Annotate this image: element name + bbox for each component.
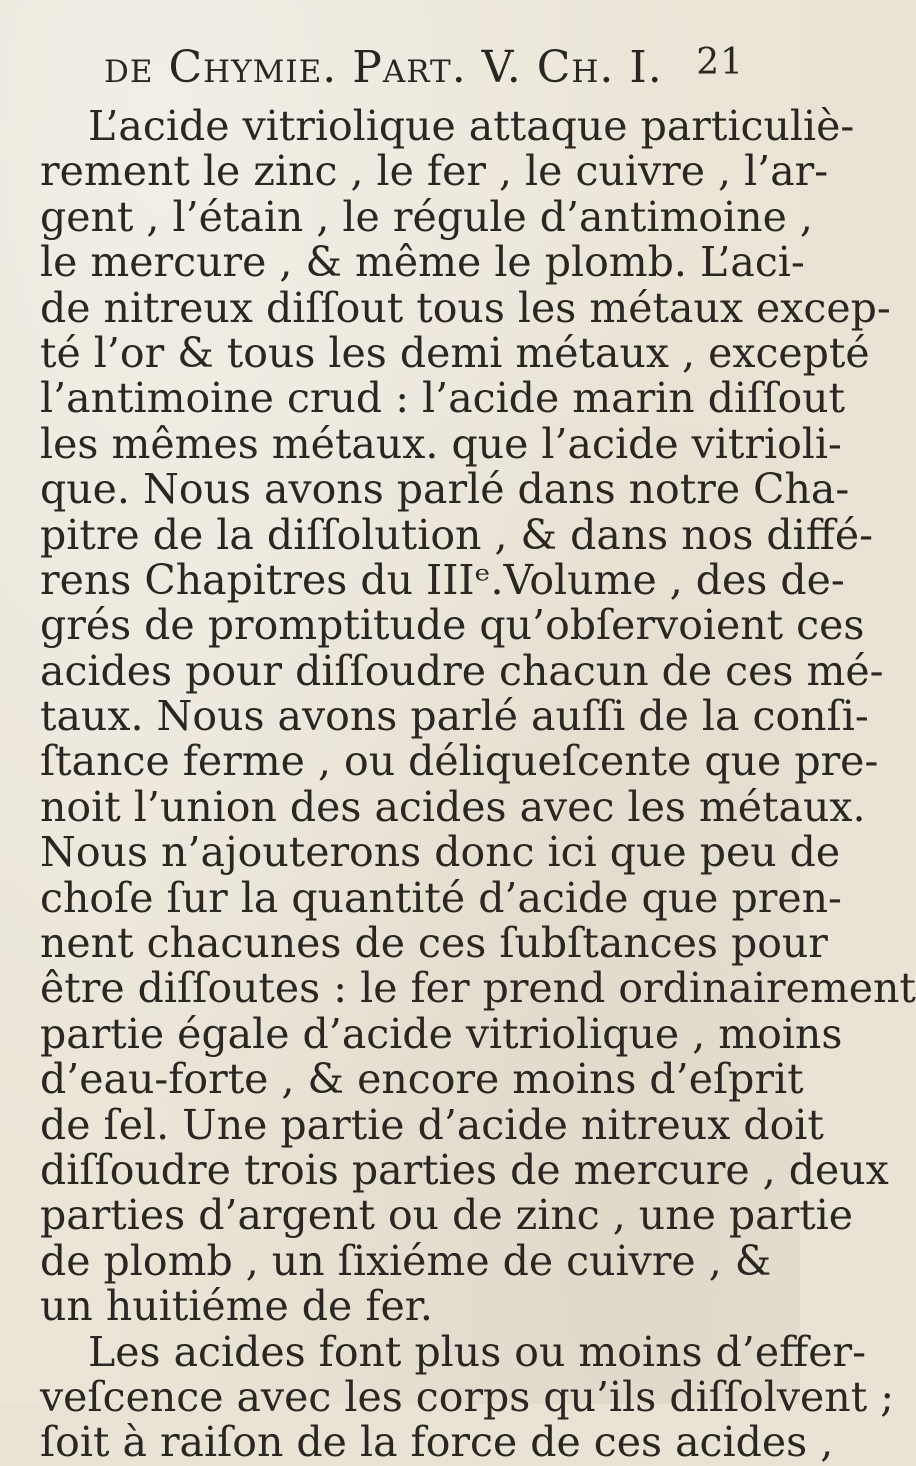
text-line: un huitiéme de fer. [40,1282,433,1331]
text-line: d’eau-forte , & encore moins d’eſprit [40,1055,804,1104]
text-line: que. Nous avons parlé dans notre Cha- [40,465,850,514]
text-line: taux. Nous avons parlé auſſi de la conſi- [40,692,869,741]
running-title: de Chymie. Part. V. Ch. I. [104,42,663,93]
text-line: L’acide vitriolique attaque particuliè- [88,102,855,150]
text-line: acides pour diſſoudre chacun de ces mé- [40,646,884,695]
text-line: grés de promptitude qu’obſervoient ces [40,601,865,650]
page-header [104,42,744,102]
text-line: diſſoudre trois parties de mercure , deux [40,1145,889,1194]
text-line: les mêmes métaux. que l’acide vitrioli- [40,419,842,468]
text-line: té l’or & tous les demi métaux , excepté [40,328,870,377]
text-line: ſoit à raiſon de la force de ces acides , [40,1418,834,1466]
text-line: de nitreux diſſout tous les métaux excep- [40,283,891,332]
text-line: nent chacunes de ces ſubſtances pour [40,919,828,968]
text-line: veſcence avec les corps qu’ils diſſolvent ; [40,1372,895,1421]
text-line: noit l’union des acides avec les métaux. [40,782,866,831]
text-line: l’antimoine crud : l’acide marin diſſout [40,374,846,423]
text-line: le mercure , & même le plomb. L’aci- [40,238,805,287]
text-line: Nous n’ajouterons donc ici que peu de [40,828,841,877]
text-line: de plomb , un ſixiéme de cuivre , & [40,1236,772,1285]
text-line: ſtance ferme , ou déliqueſcente que pre- [40,737,879,786]
text-line: gent , l’étain , le régule d’antimoine , [40,192,813,241]
page-number: 21 [696,42,744,83]
text-line: parties d’argent ou de zinc , une partie [40,1191,854,1240]
text-line: être diſſoutes : le fer prend ordinairement [40,964,916,1013]
text-line: de ſel. Une partie d’acide nitreux doit [40,1100,824,1149]
body-text [40,102,916,1466]
text-line: rens Chapitres du IIIᵉ.Volume , des de- [40,555,845,604]
text-line: rement le zinc , le fer , le cuivre , l’ar- [40,147,829,196]
text-line: Les acides font plus ou moins d’effer- [88,1327,866,1376]
text-line: choſe ſur la quantité d’acide que pren- [40,873,842,922]
text-line: partie égale d’acide vitriolique , moins [40,1009,843,1058]
text-line: pitre de la diſſolution , & dans nos diffé- [40,510,874,559]
